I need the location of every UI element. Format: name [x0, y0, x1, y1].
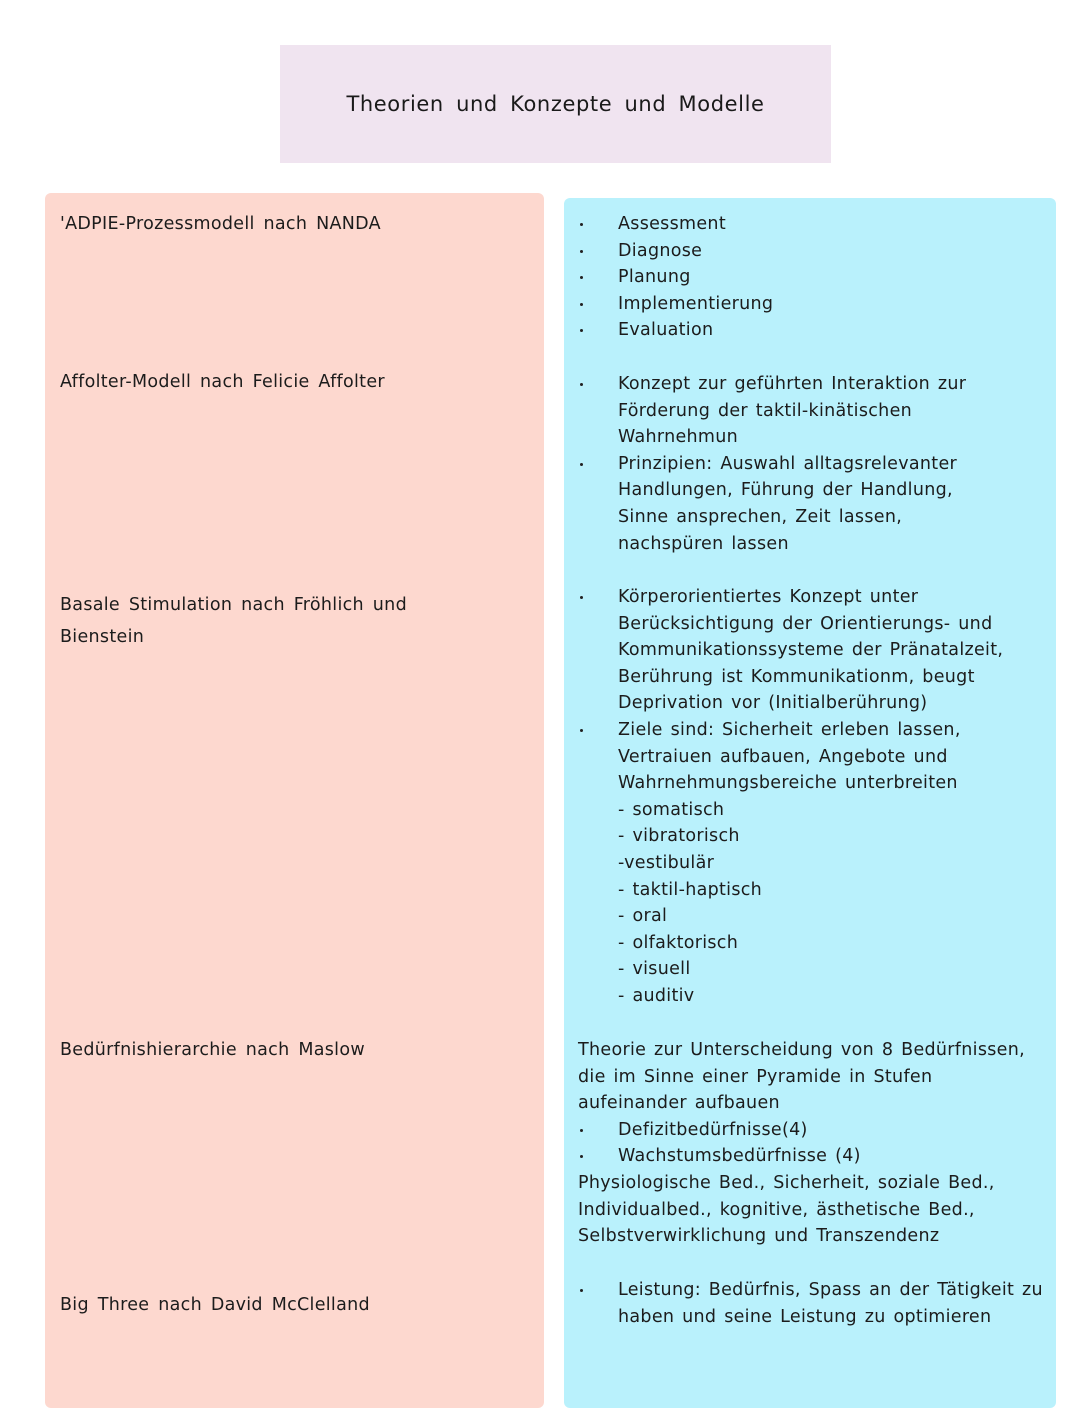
list-item: Körperorientiertes Konzept unter Berücksichtigung der Orientierungs- und Kommunikationssysteme der Pränatalzeit, Berührung ist Kommunikationm, beugt Deprivation vor (Initialberührung) [578, 584, 1048, 717]
list-item: Wachstumsbedürfnisse (4) [578, 1143, 1048, 1170]
adpie-list [578, 211, 1048, 344]
sub-list-item: - auditiv [618, 985, 695, 1006]
list-item: Planung [578, 264, 1048, 291]
sub-list-item: - taktil-haptisch [618, 879, 763, 900]
sub-list-item: - oral [618, 906, 668, 927]
basale-list [578, 584, 1048, 797]
list-item: Defizitbedürfnisse(4) [578, 1117, 1048, 1144]
term-basale: Basale Stimulation nach Fröhlich und Bienstein [60, 595, 407, 647]
list-item: Prinzipien: Auswahl alltagsrelevanter Handlungen, Führung der Handlung, Sinne ansprechen, Zeit lassen, nachspüren lassen [578, 451, 1008, 557]
sub-list-item: - vibratorisch [618, 826, 740, 847]
affolter-list [578, 371, 1008, 557]
sub-list-item: -vestibulär [618, 852, 715, 873]
list-item: Diagnose [578, 238, 1048, 265]
desc-bigthree [578, 1277, 1048, 1330]
title-box [280, 45, 831, 163]
list-item: Assessment [578, 211, 1048, 238]
term-affolter: Affolter-Modell nach Felicie Affolter [60, 372, 385, 392]
sub-list-item: - visuell [618, 959, 691, 980]
sub-list-item: - olfaktorisch [618, 932, 739, 953]
maslow-list [578, 1117, 1048, 1170]
list-item: Konzept zur geführten Interaktion zur Förderung der taktil-kinätischen Wahrnehmun [578, 371, 1008, 451]
desc-adpie [578, 211, 1048, 344]
term-bigthree: Big Three nach David McClelland [60, 1295, 370, 1315]
list-item: Ziele sind: Sicherheit erleben lassen, Vertraiuen aufbauen, Angebote und Wahrnehmungsbereiche unterbreiten [578, 717, 1048, 797]
desc-maslow [578, 1037, 1048, 1250]
maslow-outro: Physiologische Bed., Sicherheit, soziale Bed., Individualbed., kognitive, ästhetische Bed., Selbstverwirklichung und Transzendenz [578, 1172, 995, 1247]
desc-basale [578, 584, 1048, 1010]
sub-list-item: - somatisch [618, 799, 725, 820]
maslow-intro: Theorie zur Unterscheidung von 8 Bedürfnissen, die im Sinne einer Pyramide in Stufen aufeinander aufbauen [578, 1040, 1025, 1114]
term-maslow: Bedürfnishierarchie nach Maslow [60, 1040, 365, 1060]
basale-sublist [578, 797, 1048, 1010]
list-item: Implementierung [578, 291, 1048, 318]
list-item: Evaluation [578, 317, 1048, 344]
list-item: Leistung: Bedürfnis, Spass an der Tätigkeit zu haben und seine Leistung zu optimieren [578, 1277, 1048, 1330]
desc-affolter [578, 371, 1008, 557]
page-title: Theorien und Konzepte und Modelle [346, 92, 765, 116]
term-adpie: 'ADPIE-Prozessmodell nach NANDA [60, 214, 381, 234]
bigthree-list [578, 1277, 1048, 1330]
